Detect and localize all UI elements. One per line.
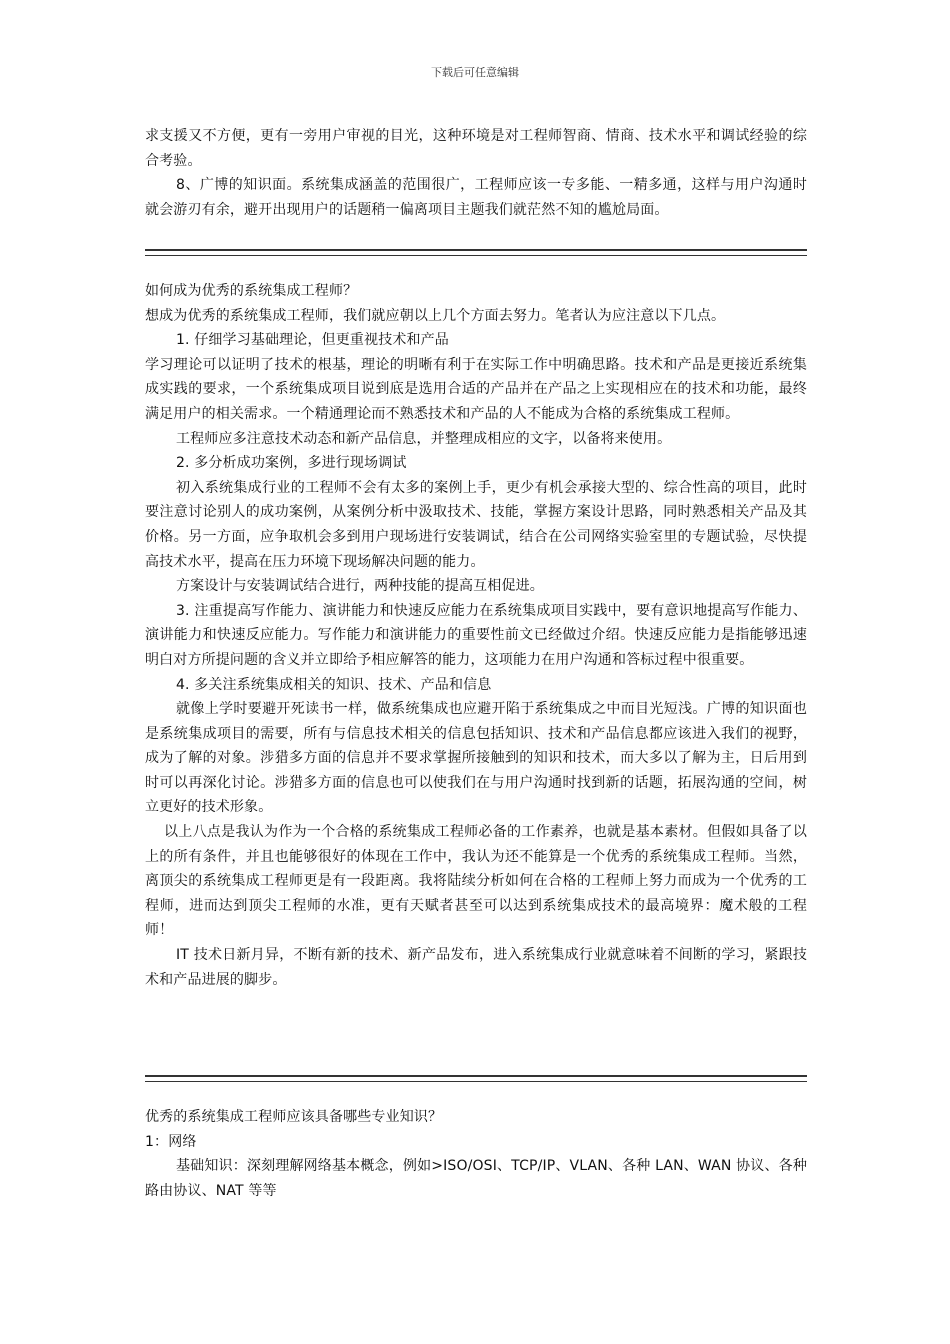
paragraph: 想成为优秀的系统集成工程师，我们就应朝以上几个方面去努力。笔者认为应注意以下几点。 bbox=[145, 307, 726, 324]
paragraph: 3. 注重提高写作能力、演讲能力和快速反应能力在系统集成项目实践中，要有意识地提高写作能力、演讲能力和快速反应能力。写作能力和演讲能力的重要性前文已经做过介绍。快速反应能力是指能够迅速明白对方所提问题的含义并立即给予相应解答的能力，这项能力在用户沟通和答标过程中很重要。 bbox=[145, 602, 807, 668]
section-title: 优秀的系统集成工程师应该具备哪些专业知识？ bbox=[145, 1109, 443, 1125]
paragraph: 学习理论可以证明了技术的根基，理论的明晰有利于在实际工作中明确思路。技术和产品是更接近系统集成实践的要求，一个系统集成项目说到底是选用合适的产品并在产品之上实现相应在的技术和功能，最终满足用户的相关需求。一个精通理论而不熟悉技术和产品的人不能成为合格的系统集成工程师。 bbox=[145, 356, 807, 422]
paragraph: 就像上学时要避开死读书一样，做系统集成也应避开陷于系统集成之中而目光短浅。广博的知识面也是系统集成项目的需要，所有与信息技术相关的信息包括知识、技术和产品信息都应该进入我们的视野，成为了解的对象。涉猎多方面的信息并不要求掌握所接触到的知识和技术，而大多以了解为主，日后用到时可以再深化讨论。涉猎多方面的信息也可以使我们在与用户沟通时找到新的话题，拓展沟通的空间，树立更好的技术形象。 bbox=[145, 701, 807, 816]
section-title: 如何成为优秀的系统集成工程师？ bbox=[145, 283, 358, 299]
paragraph: IT 技术日新月异，不断有新的技术、新产品发布，进入系统集成行业就意味着不间断的学习，紧跟技术和产品进展的脚步。 bbox=[145, 947, 807, 988]
paragraph: 初入系统集成行业的工程师不会有太多的案例上手，更少有机会承接大型的、综合性高的项目，此时要注意讨论别人的成功案例，从案例分析中汲取技术、技能，掌握方案设计思路，同时熟悉相关产品及其价格。另一方面，应争取机会多到用户现场进行安装调试，结合在公司网络实验室里的专题试验，尽快提高技术水平，提高在压力环境下现场解决问题的能力。 bbox=[145, 479, 807, 570]
paragraph: 工程师应多注意技术动态和新产品信息，并整理成相应的文字，以备将来使用。 bbox=[176, 430, 672, 447]
section-continuation bbox=[145, 124, 807, 222]
paragraph: 8、广博的知识面。系统集成涵盖的范围很广，工程师应该一专多能、一精多通，这样与用户沟通时就会游刃有余，避开出现用户的话题稍一偏离项目主题我们就茫然不知的尴尬局面。 bbox=[145, 177, 807, 218]
section-divider bbox=[145, 249, 807, 256]
paragraph: 基础知识：深刻理解网络基本概念，例如>ISO/OSI、TCP/IP、VLAN、各种 LAN、WAN 协议、各种路由协议、NAT 等等 bbox=[145, 1158, 807, 1199]
subheading: 4. 多关注系统集成相关的知识、技术、产品和信息 bbox=[176, 676, 492, 693]
section-divider bbox=[145, 1075, 807, 1082]
paragraph: 方案设计与安装调试结合进行，两种技能的提高互相促进。 bbox=[176, 578, 544, 595]
page-header: 下载后可任意编辑 bbox=[431, 66, 519, 79]
section-professional-knowledge bbox=[145, 1105, 807, 1203]
paragraph: 求支援又不方便，更有一旁用户审视的目光，这种环境是对工程师智商、情商、技术水平和调试经验的综合考验。 bbox=[145, 128, 807, 169]
paragraph: 以上八点是我认为作为一个合格的系统集成工程师必备的工作素养，也就是基本素材。但假如具备了以上的所有条件，并且也能够很好的体现在工作中，我认为还不能算是一个优秀的系统集成工程师。当然，离顶尖的系统集成工程师更是有一段距离。我将陆续分析如何在合格的工程师上努力而成为一个优秀的工程师，进而达到顶尖工程师的水准，更有天赋者甚至可以达到系统集成技术的最高境界：魔术般的工程师！ bbox=[145, 824, 807, 939]
list-item-heading: 1：网络 bbox=[145, 1133, 197, 1150]
subheading: 2. 多分析成功案例，多进行现场调试 bbox=[176, 455, 407, 472]
subheading: 1. 仔细学习基础理论，但更重视技术和产品 bbox=[176, 332, 449, 349]
section-how-to-excel bbox=[145, 279, 807, 992]
